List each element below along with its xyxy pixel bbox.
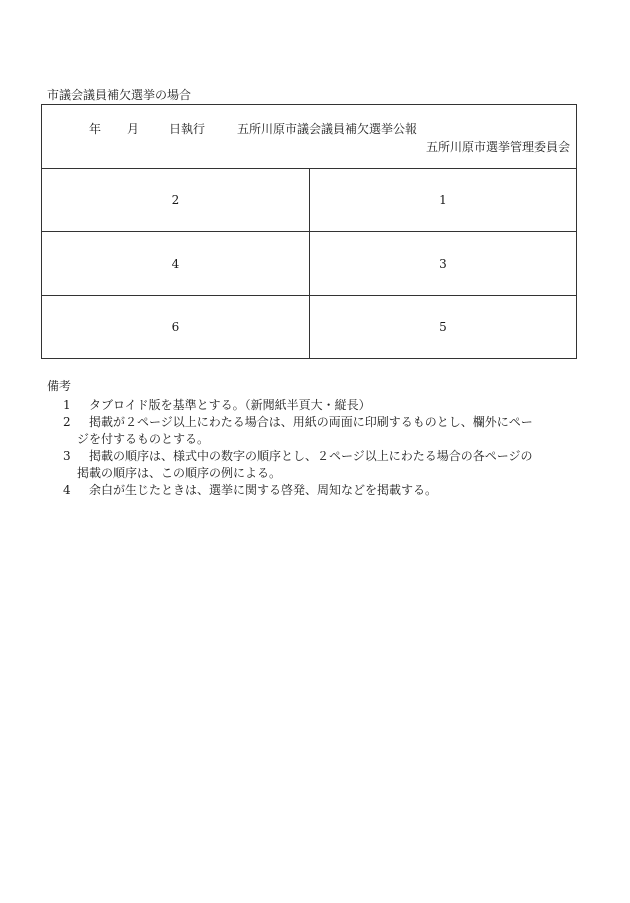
note-text [77, 414, 587, 448]
gazette-header [42, 105, 576, 169]
page-cell-4: 4 [42, 232, 310, 296]
note-item-3 [47, 448, 587, 482]
section-title: 市議会議員補欠選挙の場合 [47, 88, 192, 102]
header-line-date-title [89, 121, 417, 137]
notes-title: 備考 [47, 379, 72, 393]
note-line-continued: 掲載の順序は、この順序の例による。 [77, 466, 282, 480]
note-line: 余白が生じたときは、選挙に関する啓発、周知などを掲載する。 [89, 483, 438, 497]
publisher-name: 五所川原市選挙管理委員会 [425, 140, 570, 154]
header-month-label: 月 [127, 122, 140, 136]
page-cell-1: 1 [310, 169, 576, 232]
header-year-label: 年 [89, 122, 102, 136]
page-cell-3: 3 [310, 232, 576, 296]
note-number: 3 [63, 449, 71, 463]
page-cell-5: 5 [439, 320, 447, 334]
page-cell-2: 2 [42, 169, 310, 232]
note-item-2 [47, 414, 587, 448]
note-item-1 [47, 397, 587, 414]
gazette-title: 五所川原市議会議員補欠選挙公報 [237, 122, 418, 136]
note-line-continued: ジを付するものとする。 [77, 432, 210, 446]
note-line: 掲載の順序は、様式中の数字の順序とし、２ページ以上にわたる場合の各ページの [89, 449, 533, 463]
header-execution-day-label: 日執行 [169, 122, 206, 136]
note-number: 2 [63, 415, 71, 429]
page-cell-6: 6 [42, 296, 310, 358]
note-text [77, 448, 587, 482]
note-line: タブロイド版を基準とする。（新聞紙半頁大・縦長） [89, 398, 371, 412]
note-item-4 [47, 482, 587, 499]
note-number: 1 [63, 398, 71, 412]
layout-table [41, 104, 577, 359]
notes-section [47, 378, 587, 499]
note-number: 4 [63, 483, 71, 497]
note-line: 掲載が２ページ以上にわたる場合は、用紙の両面に印刷するものとし、欄外にペー [89, 415, 533, 429]
note-text [89, 482, 587, 499]
note-text [89, 397, 587, 414]
